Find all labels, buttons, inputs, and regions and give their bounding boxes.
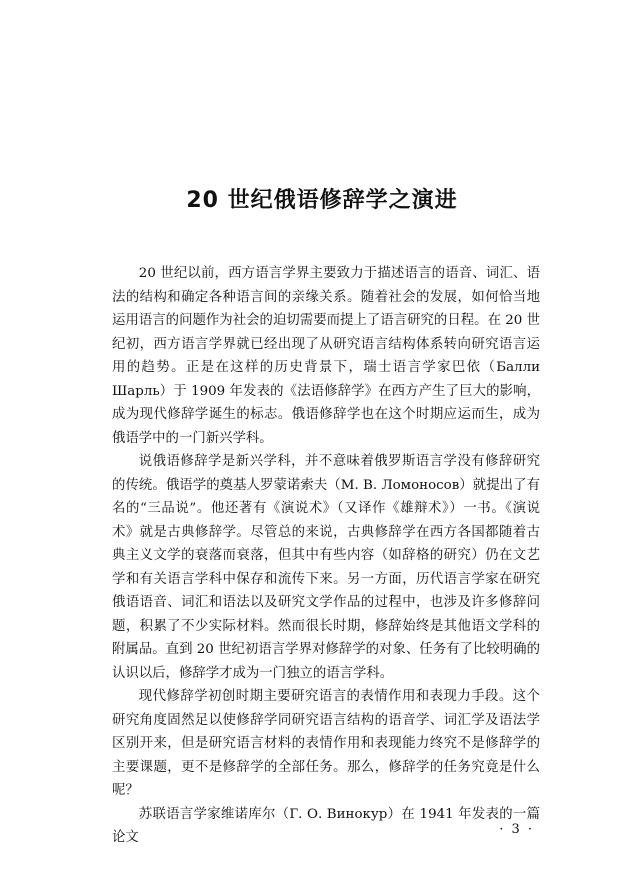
paragraph-3: 现代修辞学初创时期主要研究语言的表情作用和表现力手段。这个研究角度固然足以使修辞学同研究语言结构的语音学、词汇学及语法学区别开来，但是研究语言材料的表情作用和表现能力终究不是修辞学的主要课题，更不是修辞学的全部任务。那么，修辞学的任务究竟是什么呢？ bbox=[112, 689, 540, 798]
paragraph-2: 说俄语修辞学是新兴学科，并不意味着俄罗斯语言学没有修辞研究的传统。俄语学的奠基人罗蒙诺索夫（М. В. Ломоносов）就提出了有名的“三品说”。他还著有《演说术》（又译作《雄辩术》）一书。《演说术》就是古典修辞学。尽管总的来说，古典修辞学在西方各国都随着古典主义文学的衰落而衰落，但其中有些内容（如辞格的研究）仍在文艺学和有关语言学科中保存和流传下来。另一方面，历代语言学家在研究俄语语音、词汇和语法以及研究文学作品的过程中，也涉及许多修辞问题，积累了不少实际材料。然而很长时期，修辞始终是其他语文学科的附属品。直到 20 世纪初语言学界对修辞学的对象、任务有了比较明确的认识以后，修辞学才成为一门独立的语言学科。 bbox=[112, 454, 540, 681]
page-number: · 3 · bbox=[499, 822, 534, 837]
body-text bbox=[112, 262, 540, 850]
page-title: 20 世纪俄语修辞学之演进 bbox=[186, 188, 458, 213]
paragraph-1: 20 世纪以前，西方语言学界主要致力于描述语言的语音、词汇、语法的结构和确定各种语言间的亲缘关系。随着社会的发展，如何恰当地运用语言的问题作为社会的迫切需要而提上了语言研究的日程。在 20 世纪初，西方语言学界就已经出现了从研究语言结构体系转向研究语言运用的趋势。正是在这样的历史背景下，瑞士语言学家巴依（Балли Шарль）于 1909 年发表的《法语修辞学》在西方产生了巨大的影响，成为现代修辞学诞生的标志。俄语修辞学也在这个时期应运而生，成为俄语学中的一门新兴学科。 bbox=[112, 266, 540, 446]
paragraph-4: 苏联语言学家维诺库尔（Г. О. Винокур）在 1941 年发表的一篇论文 bbox=[112, 806, 540, 845]
